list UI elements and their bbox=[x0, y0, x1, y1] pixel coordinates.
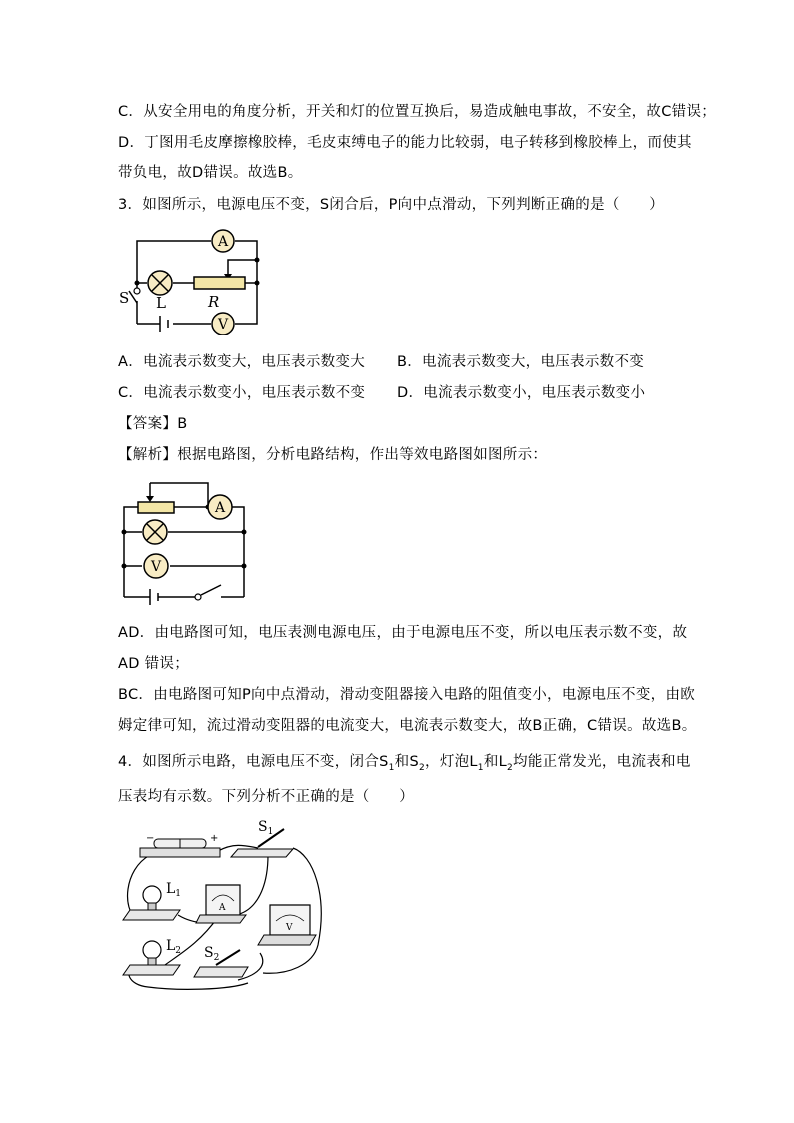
text-line-c: C．从安全用电的角度分析，开关和灯的位置互换后，易造成触电事故，不安全，故C错误； bbox=[118, 104, 717, 120]
switch-s2-label: $S_2$ bbox=[204, 945, 220, 963]
question-3: 3．如图所示，电源电压不变，S闭合后，P向中点滑动，下列判断正确的是（ ） bbox=[118, 197, 665, 213]
lamp-l1-icon bbox=[143, 886, 161, 904]
ad-line-2: AD 错误； bbox=[118, 656, 189, 672]
bc-line-1: BC．由电路图可知P向中点滑动，滑动变阻器接入电路的阻值变小，电源电压不变，由欧 bbox=[118, 687, 696, 703]
ammeter-meter-label: A bbox=[219, 903, 226, 913]
circuit-photo-diagram bbox=[118, 815, 333, 995]
option-c: C．电流表示数变小，电压表示数不变 bbox=[118, 385, 366, 401]
analysis-line: 【解析】根据电路图，分析电路结构，作出等效电路图如图所示： bbox=[118, 447, 548, 463]
ammeter-label: A bbox=[217, 234, 229, 250]
answer-line: 【答案】B bbox=[118, 416, 188, 432]
option-d: D．电流表示数变小，电压表示数变小 bbox=[397, 385, 646, 401]
voltmeter-meter-label: V bbox=[286, 923, 293, 933]
battery-base-icon bbox=[140, 848, 220, 857]
text-line-d: D．丁图用毛皮摩擦橡胶棒，毛皮束缚电子的能力比较弱，电子转移到橡胶棒上，而使其 bbox=[118, 135, 692, 151]
switch-s2-icon bbox=[216, 950, 240, 965]
question-4-line-1: 4．如图所示电路，电源电压不变，闭合$S_1$和$S_2$，灯泡$L_1$和$L_2$均能正常发光，电流表和电 bbox=[118, 754, 691, 773]
ad-line-1: AD．由电路图可知，电压表测电源电压，由于电源电压不变，所以电压表示数不变，故 bbox=[118, 625, 688, 641]
lamp-l2-base-icon bbox=[123, 965, 180, 975]
switch-s1-label: $S_1$ bbox=[258, 819, 274, 837]
switch-s2-base-icon bbox=[194, 967, 248, 977]
switch-label: S bbox=[119, 289, 130, 307]
battery-plus-label: + bbox=[210, 833, 219, 844]
lamp-l1-label: $L_1$ bbox=[166, 881, 182, 899]
lamp-l2-label: $L_2$ bbox=[166, 938, 182, 956]
rheostat-icon bbox=[194, 277, 245, 289]
rheostat-icon bbox=[138, 502, 174, 513]
switch-s1-base-icon bbox=[231, 849, 293, 857]
circuit-diagram-1 bbox=[115, 225, 275, 335]
lamp-l2-icon bbox=[143, 941, 161, 959]
option-a: A．电流表示数变大，电压表示数变大 bbox=[118, 354, 366, 370]
question-4-line-2: 压表均有示数。下列分析不正确的是（ ） bbox=[118, 789, 414, 805]
lamp-l1-base-icon bbox=[123, 910, 180, 920]
circuit-diagram-2 bbox=[118, 473, 248, 608]
voltmeter-label: V bbox=[217, 317, 229, 333]
text-line-d-cont: 带负电，故D错误。故选B。 bbox=[118, 165, 303, 181]
resistor-label: R bbox=[208, 293, 220, 311]
bc-line-2: 姆定律可知，流过滑动变阻器的电流变大，电流表示数变大，故B正确，C错误。故选B。 bbox=[118, 718, 697, 734]
option-b: B．电流表示数变大，电压表示数不变 bbox=[397, 354, 645, 370]
voltmeter-label: V bbox=[150, 559, 162, 575]
lamp-label: L bbox=[156, 294, 166, 312]
ammeter-label: A bbox=[214, 500, 226, 516]
battery-minus-label: − bbox=[146, 833, 155, 844]
